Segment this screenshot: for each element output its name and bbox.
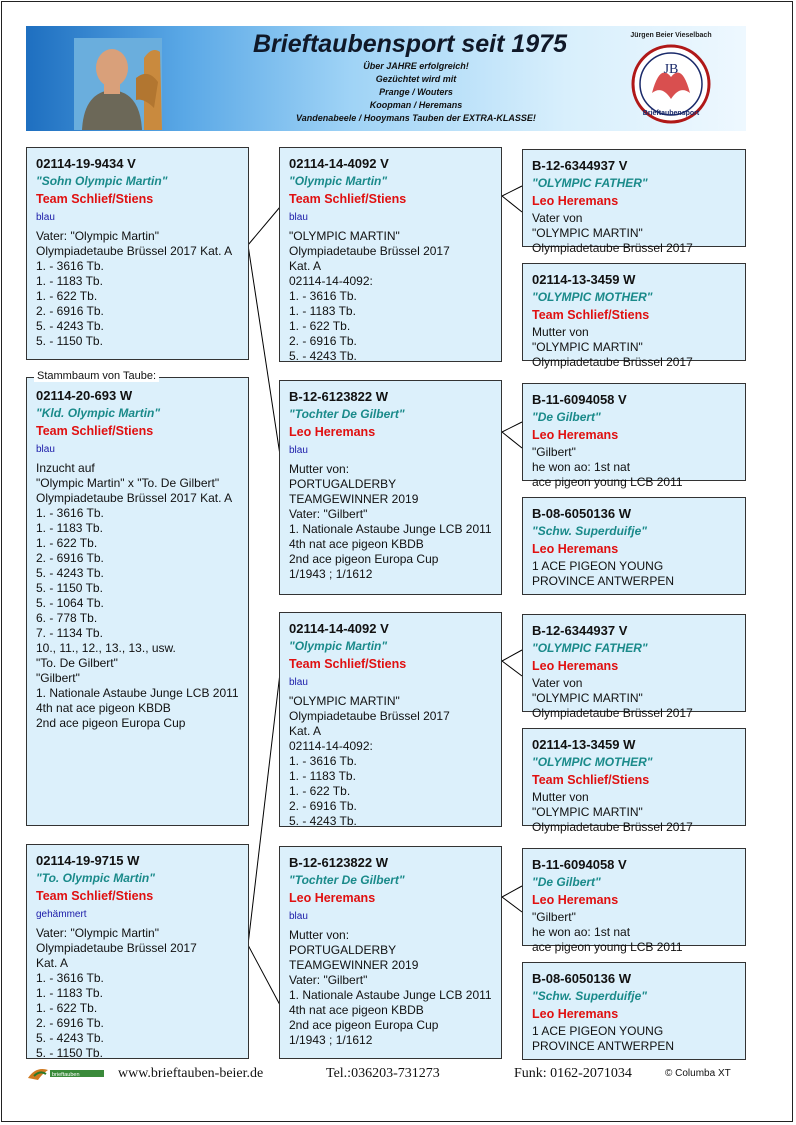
pigeon-info: 1 ACE PIGEON YOUNG PROVINCE ANTWERPEN bbox=[532, 1024, 675, 1053]
ring-number: 02114-14-4092 V bbox=[289, 156, 389, 171]
ring-number: B-12-6344937 V bbox=[532, 158, 628, 173]
breeder-name: Leo Heremans bbox=[289, 891, 376, 905]
tagline-line: Prange / Wouters bbox=[379, 87, 453, 97]
breeder-name: Team Schlief/Stiens bbox=[289, 192, 407, 206]
ring-number: 02114-13-3459 W bbox=[532, 737, 636, 752]
svg-text:Brieftaubensport: Brieftaubensport bbox=[642, 110, 700, 117]
breeder-name: Team Schlief/Stiens bbox=[36, 889, 154, 903]
owner-name: Jürgen Beier Vieselbach bbox=[630, 32, 712, 39]
tagline-line: Vandenabeele / Hooymans Tauben der EXTRA-KLASSE! bbox=[296, 113, 536, 123]
breeder-name: Leo Heremans bbox=[532, 542, 619, 556]
breeder-name: Leo Heremans bbox=[532, 428, 619, 442]
pigeon-card-dam-sire[interactable] bbox=[279, 612, 502, 827]
pigeon-color: blau bbox=[36, 212, 55, 223]
pigeon-info: Mutter von: PORTUGALDERBY TEAMGEWINNER 2019 Vater: "Gilbert" 1. Nationale Astaube Junge LCB 2011 4th nat ace pigeon KBDB 2nd ace pigeon Europa Cup 1/1943 ; 1/1612 bbox=[289, 928, 492, 1047]
pigeon-color: blau bbox=[289, 911, 308, 922]
footer-logo bbox=[26, 1064, 106, 1082]
pigeon-card-sire-dam[interactable] bbox=[279, 380, 502, 595]
pigeon-color: gehämmert bbox=[36, 909, 87, 920]
ring-number: 02114-19-9434 V bbox=[36, 156, 136, 171]
pigeon-name: "Olympic Martin" bbox=[289, 174, 388, 188]
pigeon-card-dam-dam[interactable] bbox=[279, 846, 502, 1059]
ring-number: B-11-6094058 V bbox=[532, 857, 627, 872]
pigeon-card-main[interactable] bbox=[26, 377, 249, 826]
pigeon-info: Vater: "Olympic Martin" Olympiadetaube Brüssel 2017 Kat. A 1. - 3616 Tb. 1. - 1183 Tb. 1. - 622 Tb. 2. - 6916 Tb. 5. - 4243 Tb. 5. - 1150 Tb. bbox=[36, 926, 197, 1060]
pigeon-card-sdd[interactable] bbox=[522, 497, 746, 595]
pigeon-name: "Olympic Martin" bbox=[289, 639, 388, 653]
svg-text:brieftauben: brieftauben bbox=[52, 1072, 80, 1078]
pigeon-name: "Tochter De Gilbert" bbox=[289, 407, 405, 421]
breeder-name: Leo Heremans bbox=[532, 893, 619, 907]
pigeon-info: Vater von "OLYMPIC MARTIN" Olympiadetaube Brüssel 2017 bbox=[532, 676, 693, 720]
ring-number: 02114-19-9715 W bbox=[36, 853, 140, 868]
tagline-line: Gezüchtet wird mit bbox=[375, 74, 457, 84]
pigeon-info: Mutter von "OLYMPIC MARTIN" Olympiadetaube Brüssel 2017 bbox=[532, 325, 693, 369]
tagline-line: Koopman / Heremans bbox=[369, 100, 463, 110]
breeder-name: Leo Heremans bbox=[532, 1007, 619, 1021]
pigeon-name: "OLYMPIC MOTHER" bbox=[532, 755, 653, 769]
pigeon-card-sss[interactable] bbox=[522, 149, 746, 255]
pigeon-color: blau bbox=[36, 444, 55, 455]
pigeon-card-ssd[interactable] bbox=[522, 263, 746, 369]
breeder-name: Leo Heremans bbox=[289, 425, 376, 439]
footer-copyright: © Columba XT bbox=[665, 1068, 731, 1079]
pigeon-info: "OLYMPIC MARTIN" Olympiadetaube Brüssel 2017 Kat. A 02114-14-4092: 1. - 3616 Tb. 1. - 1183 Tb. 1. - 622 Tb. 2. - 6916 Tb. 5. - 4243 Tb. bbox=[289, 229, 450, 363]
ring-number: B-08-6050136 W bbox=[532, 506, 631, 521]
footer-phone: Tel.:036203-731273 bbox=[326, 1066, 440, 1081]
breeder-name: Team Schlief/Stiens bbox=[532, 308, 650, 322]
pigeon-info: Vater: "Olympic Martin" Olympiadetaube Brüssel 2017 Kat. A 1. - 3616 Tb. 1. - 1183 Tb. 1. - 622 Tb. 2. - 6916 Tb. 5. - 4243 Tb. 5. - 1150 Tb. bbox=[36, 229, 233, 348]
pigeon-info: Mutter von "OLYMPIC MARTIN" Olympiadetaube Brüssel 2017 bbox=[532, 790, 693, 834]
pigeon-info: Vater von "OLYMPIC MARTIN" Olympiadetaube Brüssel 2017 bbox=[532, 211, 693, 255]
ring-number: B-12-6344937 V bbox=[532, 623, 628, 638]
breeder-name: Team Schlief/Stiens bbox=[36, 424, 154, 438]
ring-number: B-11-6094058 V bbox=[532, 392, 627, 407]
ring-number: B-12-6123822 W bbox=[289, 855, 388, 870]
pigeon-name: "Schw. Superduifje" bbox=[532, 524, 647, 538]
pigeon-info: Mutter von: PORTUGALDERBY TEAMGEWINNER 2019 Vater: "Gilbert" 1. Nationale Astaube Junge LCB 2011 4th nat ace pigeon KBDB 2nd ace pigeon Europa Cup 1/1943 ; 1/1612 bbox=[289, 462, 492, 581]
pigeon-card-sire-sire[interactable] bbox=[279, 147, 502, 362]
breeder-name: Team Schlief/Stiens bbox=[36, 192, 154, 206]
pigeon-name: "De Gilbert" bbox=[532, 875, 601, 889]
pigeon-name: "To. Olympic Martin" bbox=[36, 871, 155, 885]
pigeon-name: "OLYMPIC FATHER" bbox=[532, 641, 648, 655]
pigeon-name: "Sohn Olympic Martin" bbox=[36, 174, 168, 188]
ring-number: 02114-20-693 W bbox=[36, 388, 133, 403]
pigeon-name: "OLYMPIC MOTHER" bbox=[532, 290, 653, 304]
pigeon-name: "Kld. Olympic Martin" bbox=[36, 406, 161, 420]
pedigree-legend: Stammbaum von Taube: bbox=[34, 370, 159, 382]
ring-number: B-08-6050136 W bbox=[532, 971, 631, 986]
pigeon-color: blau bbox=[289, 212, 308, 223]
pigeon-card-ddd[interactable] bbox=[522, 962, 746, 1060]
pigeon-card-dds[interactable] bbox=[522, 848, 746, 954]
tagline-line: Über JAHRE erfolgreich! bbox=[363, 61, 469, 71]
breeder-name: Leo Heremans bbox=[532, 659, 619, 673]
svg-text:JB: JB bbox=[663, 62, 679, 77]
pigeon-color: blau bbox=[289, 445, 308, 456]
pigeon-info: Inzucht auf "Olympic Martin" x "To. De Gilbert" Olympiadetaube Brüssel 2017 Kat. A 1. - 3616 Tb. 1. - 1183 Tb. 1. - 622 Tb. 2. - 6916 Tb. 5. - 4243 Tb. 5. - 1150 Tb. 5. - 1064 Tb. 6. - 778 Tb. 7. - 1134 Tb. 10., 11., 12., 13., 13., usw. "To. De Gilbert" "Gilbert" 1. Nationale Astaube Junge LCB 2011 4th nat ace pigeon KBDB 2nd ace pigeon Europa Cup bbox=[36, 461, 239, 730]
pigeon-name: "OLYMPIC FATHER" bbox=[532, 176, 648, 190]
pigeon-card-sire[interactable] bbox=[26, 147, 249, 360]
footer-website[interactable]: www.brieftauben-beier.de bbox=[118, 1066, 264, 1081]
pigeon-card-dss[interactable] bbox=[522, 614, 746, 720]
pigeon-info: "Gilbert" he won ao: 1st nat ace pigeon young LCB 2011 bbox=[532, 445, 683, 489]
pigeon-info: "Gilbert" he won ao: 1st nat ace pigeon young LCB 2011 bbox=[532, 910, 683, 954]
pigeon-name: "Schw. Superduifje" bbox=[532, 989, 647, 1003]
pigeon-info: 1 ACE PIGEON YOUNG PROVINCE ANTWERPEN bbox=[532, 559, 675, 588]
pigeon-color: blau bbox=[289, 677, 308, 688]
pigeon-name: "De Gilbert" bbox=[532, 410, 601, 424]
pigeon-card-dam[interactable] bbox=[26, 844, 249, 1059]
pigeon-card-dsd[interactable] bbox=[522, 728, 746, 834]
pigeon-info: "OLYMPIC MARTIN" Olympiadetaube Brüssel 2017 Kat. A 02114-14-4092: 1. - 3616 Tb. 1. - 1183 Tb. 1. - 622 Tb. 2. - 6916 Tb. 5. - 4243 Tb. bbox=[289, 694, 450, 828]
ring-number: B-12-6123822 W bbox=[289, 389, 388, 404]
breeder-name: Team Schlief/Stiens bbox=[289, 657, 407, 671]
banner-title: Brieftaubensport seit 1975 bbox=[253, 30, 567, 58]
breeder-name: Leo Heremans bbox=[532, 194, 619, 208]
pigeon-card-sds[interactable] bbox=[522, 383, 746, 489]
ring-number: 02114-14-4092 V bbox=[289, 621, 389, 636]
ring-number: 02114-13-3459 W bbox=[532, 272, 636, 287]
footer-mobile: Funk: 0162-2071034 bbox=[514, 1066, 632, 1081]
pigeon-name: "Tochter De Gilbert" bbox=[289, 873, 405, 887]
breeder-name: Team Schlief/Stiens bbox=[532, 773, 650, 787]
